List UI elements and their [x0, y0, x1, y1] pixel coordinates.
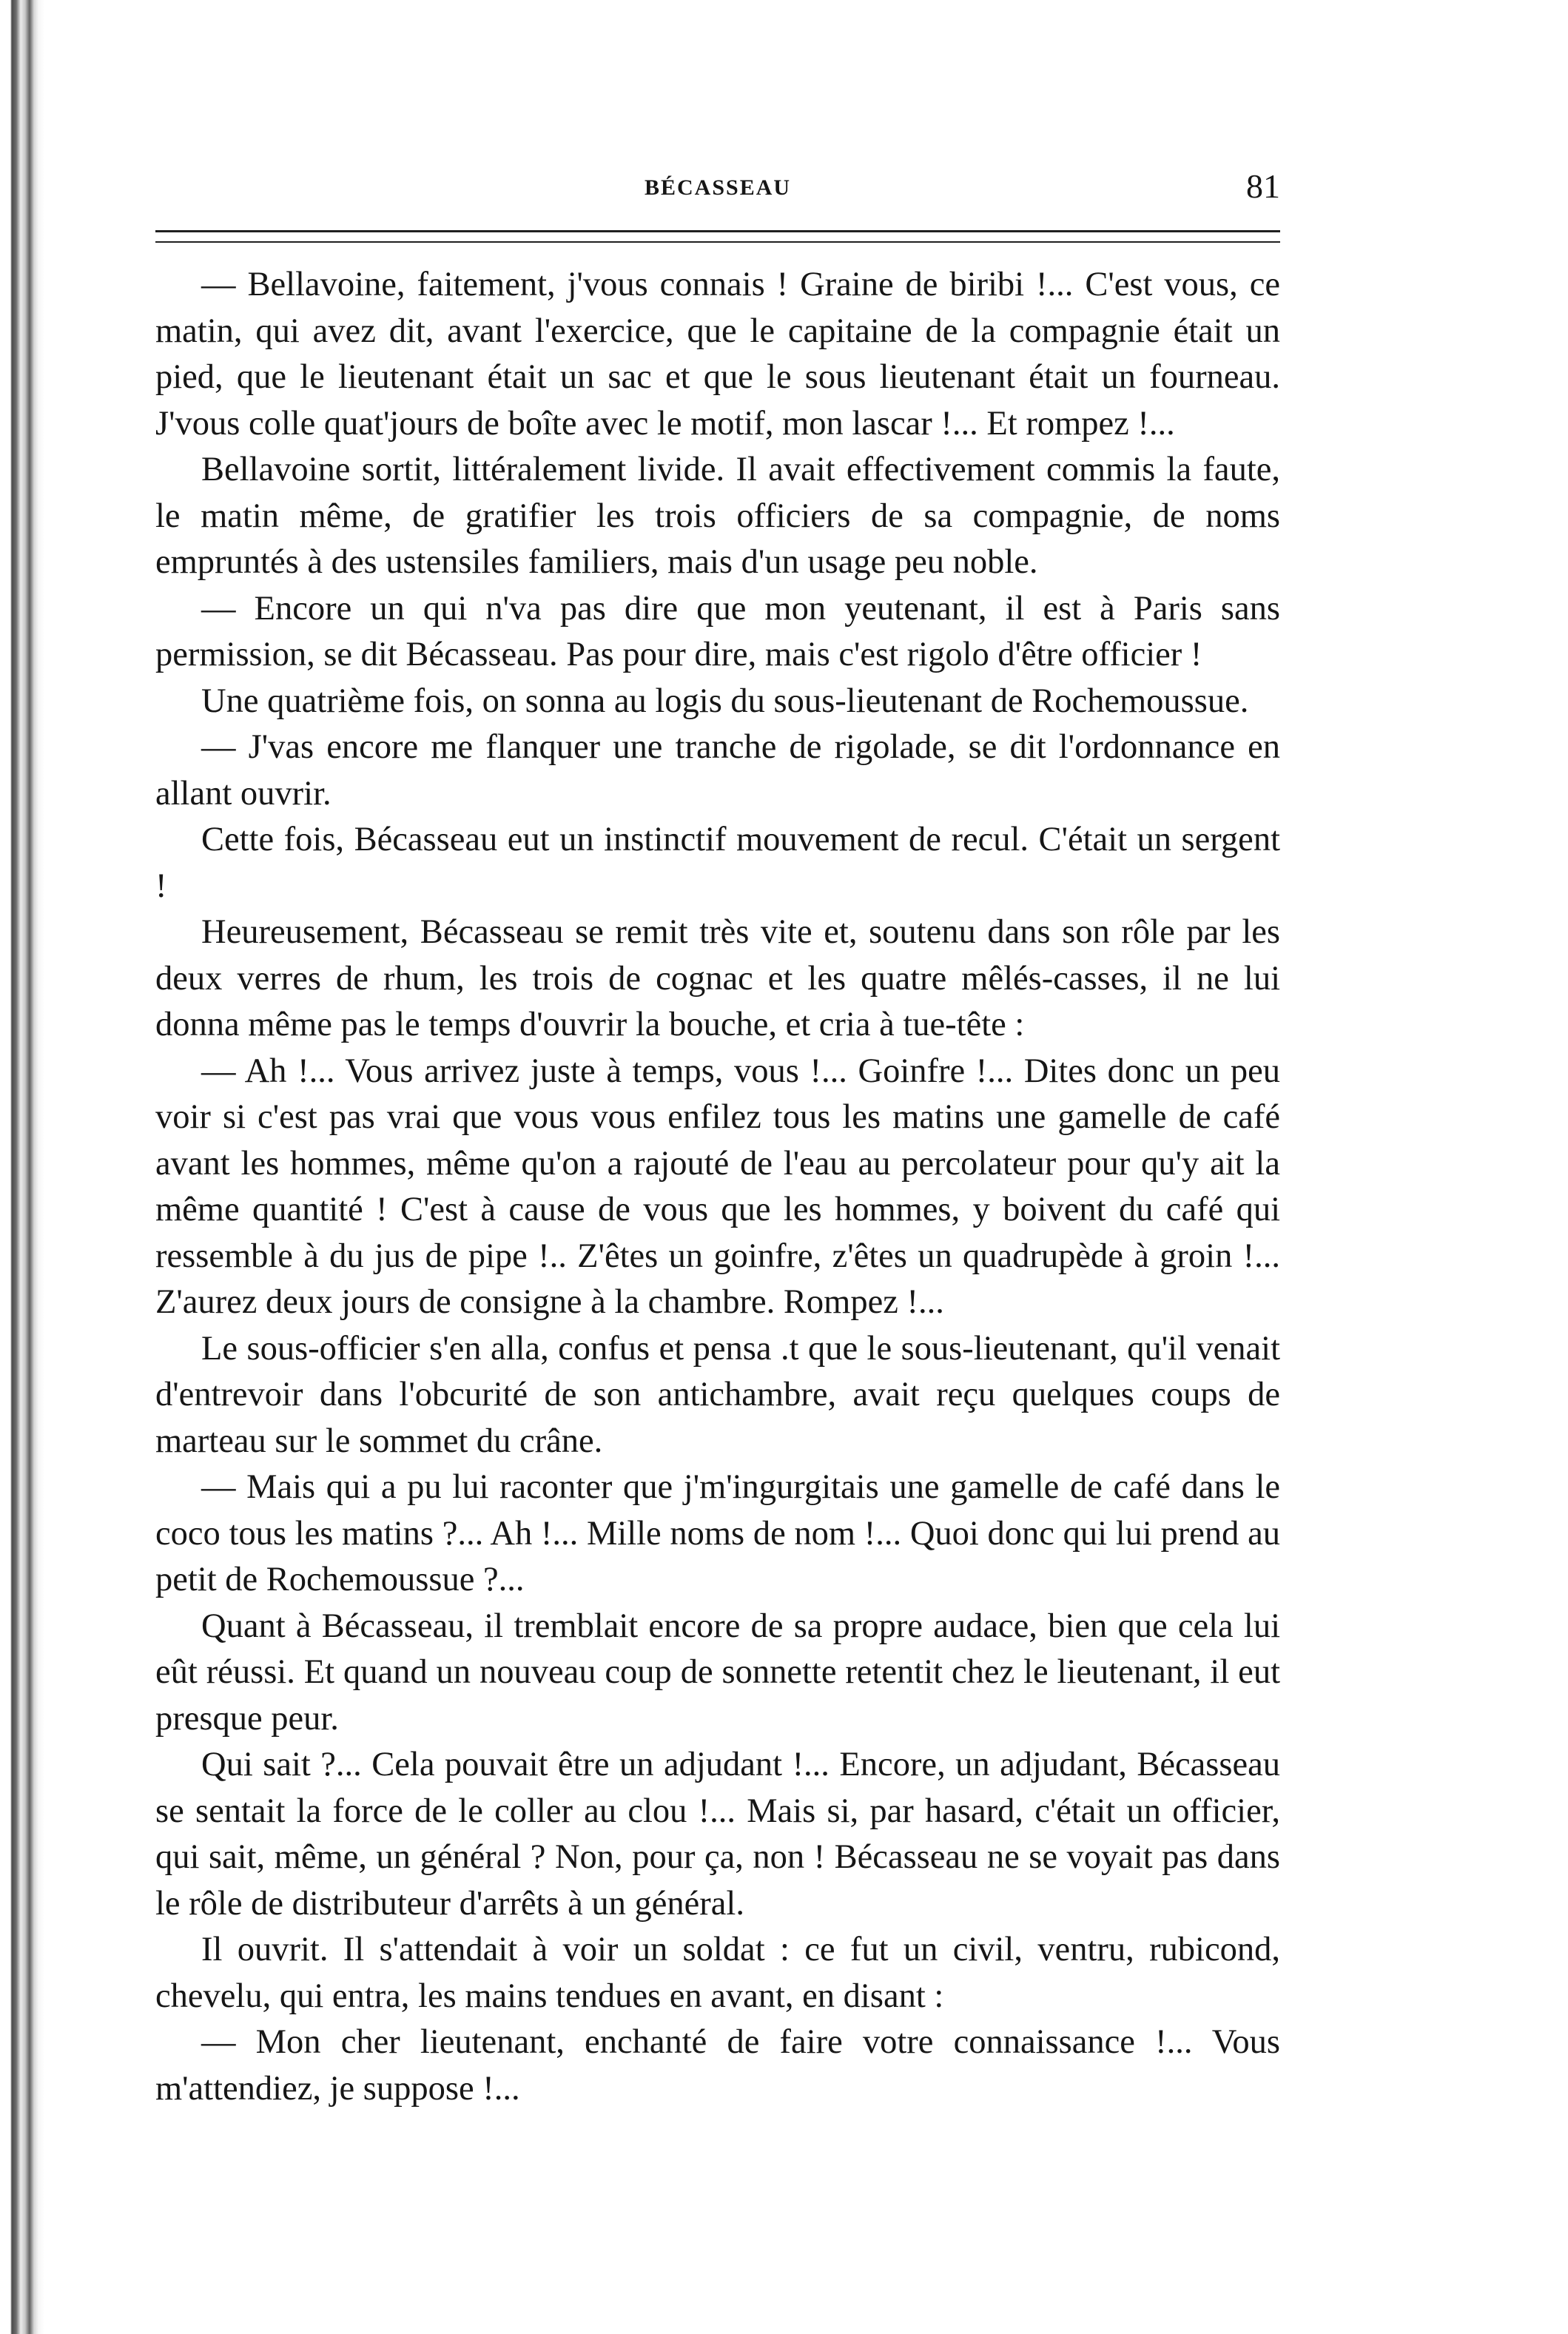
paragraph: Quant à Bécasseau, il tremblait encore de sa propre audace, bien que cela lui eût réussi. Et quand un nouveau coup de sonnette retentit chez le lieutenant, il eut presque peur. — [155, 1607, 1280, 1738]
header-rule — [155, 230, 1280, 243]
body-text — [155, 262, 1280, 2112]
paragraph: — Bellavoine, faitement, j'vous connais ! Graine de biribi !... C'est vous, ce matin, qui avez dit, avant l'exercice, que le capitaine de la compagnie était un pied, que le lieutenant était un sac et que le sous lieutenant était un fourneau. J'vous colle quat'jours de boîte avec le motif, mon lascar !... Et rompez !... — [155, 266, 1280, 443]
book-page — [155, 167, 1280, 2112]
page-number: 81 — [1246, 167, 1280, 205]
paragraph: Une quatrième fois, on sonna au logis du sous-lieutenant de Rochemoussue. — [201, 682, 1249, 720]
paragraph: Il ouvrit. Il s'attendait à voir un soldat : ce fut un civil, ventru, rubicond, chevelu, qui entra, les mains tendues en avant, en disant : — [155, 1931, 1280, 2015]
running-head — [155, 167, 1280, 218]
running-title: BÉCASSEAU — [644, 175, 792, 200]
paragraph: — Mais qui a pu lui raconter que j'm'ingurgitais une gamelle de café dans le coco tous les matins ?... Ah !... Mille noms de nom !... Quoi donc qui lui prend au petit de Rochemoussue ?... — [155, 1468, 1280, 1598]
paragraph: — Ah !... Vous arrivez juste à temps, vous !... Goinfre !... Dites donc un peu voir si c'est pas vrai que vous vous enfilez tous les matins une gamelle de café avant les hommes, même qu'on a rajouté de l'eau au percolateur pour qu'y ait la même quantité ! C'est à cause de vous que les hommes, y boivent du café qui ressemble à du jus de pipe !.. Z'êtes un goinfre, z'êtes un quadrupède à groin !... Z'aurez deux jours de consigne à la chambre. Rompez !... — [155, 1052, 1280, 1321]
paragraph: — Encore un qui n'va pas dire que mon yeutenant, il est à Paris sans permission, se dit Bécasseau. Pas pour dire, mais c'est rigolo d'être officier ! — [155, 589, 1280, 673]
paragraph: Bellavoine sortit, littéralement livide. Il avait effectivement commis la faute, le matin même, de gratifier les trois officiers de sa compagnie, de noms empruntés à des ustensiles familiers, mais d'un usage peu noble. — [155, 451, 1280, 581]
paragraph: Le sous-officier s'en alla, confus et pensa .t que le sous-lieutenant, qu'il venait d'entrevoir dans l'obcurité de son antichambre, avait reçu quelques coups de marteau sur le sommet du crâne. — [155, 1329, 1280, 1460]
binding-edge — [0, 0, 47, 2334]
paragraph: Cette fois, Bécasseau eut un instinctif mouvement de recul. C'était un sergent ! — [155, 821, 1280, 905]
paragraph: Heureusement, Bécasseau se remit très vite et, soutenu dans son rôle par les deux verres de rhum, les trois de cognac et les quatre mêlés-casses, il ne lui donna même pas le temps d'ouvrir la bouche, et cria à tue-tête : — [155, 913, 1280, 1043]
paragraph: Qui sait ?... Cela pouvait être un adjudant !... Encore, un adjudant, Bécasseau se sentait la force de le coller au clou !... Mais si, par hasard, c'était un officier, qui sait, même, un général ? Non, pour ça, non ! Bécasseau ne se voyait pas dans le rôle de distributeur d'arrêts à un général. — [155, 1746, 1280, 1923]
paragraph: — J'vas encore me flanquer une tranche de rigolade, se dit l'ordonnance en allant ouvrir. — [155, 728, 1280, 813]
paragraph: — Mon cher lieutenant, enchanté de faire votre connaissance !... Vous m'attendiez, je suppose !... — [155, 2023, 1280, 2108]
